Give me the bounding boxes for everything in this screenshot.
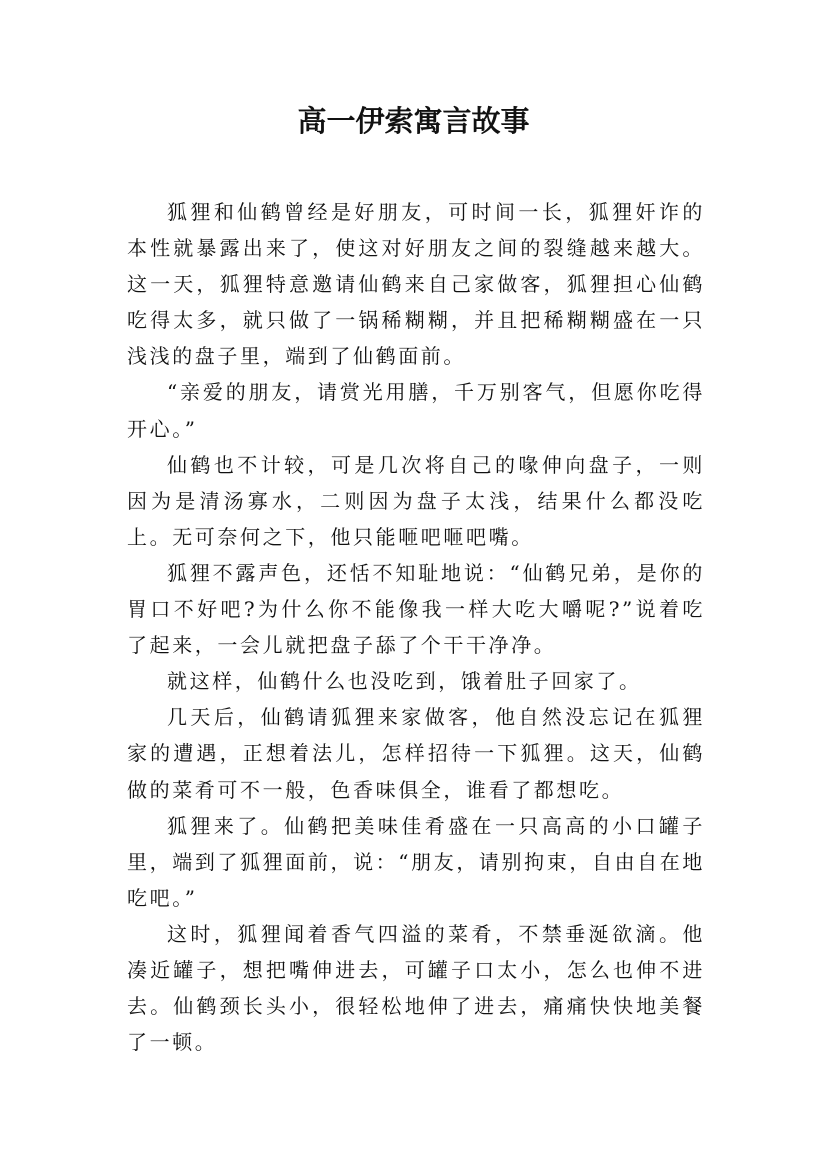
paragraph-4: 狐狸不露声色，还恬不知耻地说：“仙鹤兄弟，是你的胃口不好吧?为什么你不能像我一样大吃大嚼呢?”说着吃了起来，一会儿就把盘子舔了个干干净净。 [127, 560, 705, 658]
paragraph-7: 狐狸来了。仙鹤把美味佳肴盛在一只高高的小口罐子里，端到了狐狸面前，说：“朋友，请别拘束，自由自在地吃吧。” [127, 813, 705, 910]
paragraph-5: 就这样，仙鹤什么也没吃到，饿着肚子回家了。 [167, 669, 642, 694]
paragraph-8: 这时，狐狸闻着香气四溢的菜肴，不禁垂涎欲滴。他凑近罐子，想把嘴伸进去，可罐子口太小，怎么也伸不进去。仙鹤颈长头小，很轻松地伸了进去，痛痛快快地美餐了一顿。 [127, 921, 705, 1055]
document-body [127, 194, 705, 1060]
paragraph-6: 几天后，仙鹤请狐狸来家做客，他自然没忘记在狐狸家的遭遇，正想着法儿，怎样招待一下狐狸。这天，仙鹤做的菜肴可不一般，色香味俱全，谁看了都想吃。 [127, 705, 705, 802]
document-title: 高一伊索寓言故事 [297, 104, 530, 138]
paragraph-3: 仙鹤也不计较，可是几次将自己的喙伸向盘子，一则因为是清汤寡水，二则因为盘子太浅，结果什么都没吃上。无可奈何之下，他只能咂吧咂吧嘴。 [127, 452, 705, 549]
paragraph-2: “亲爱的朋友，请赏光用膳，千万别客气，但愿你吃得开心。” [127, 380, 705, 441]
paragraph-1: 狐狸和仙鹤曾经是好朋友，可时间一长，狐狸奸诈的本性就暴露出来了，使这对好朋友之间的裂缝越来越大。这一天，狐狸特意邀请仙鹤来自己家做客，狐狸担心仙鹤吃得太多，就只做了一锅稀糊糊，并且把稀糊糊盛在一只浅浅的盘子里，端到了仙鹤面前。 [127, 200, 705, 369]
